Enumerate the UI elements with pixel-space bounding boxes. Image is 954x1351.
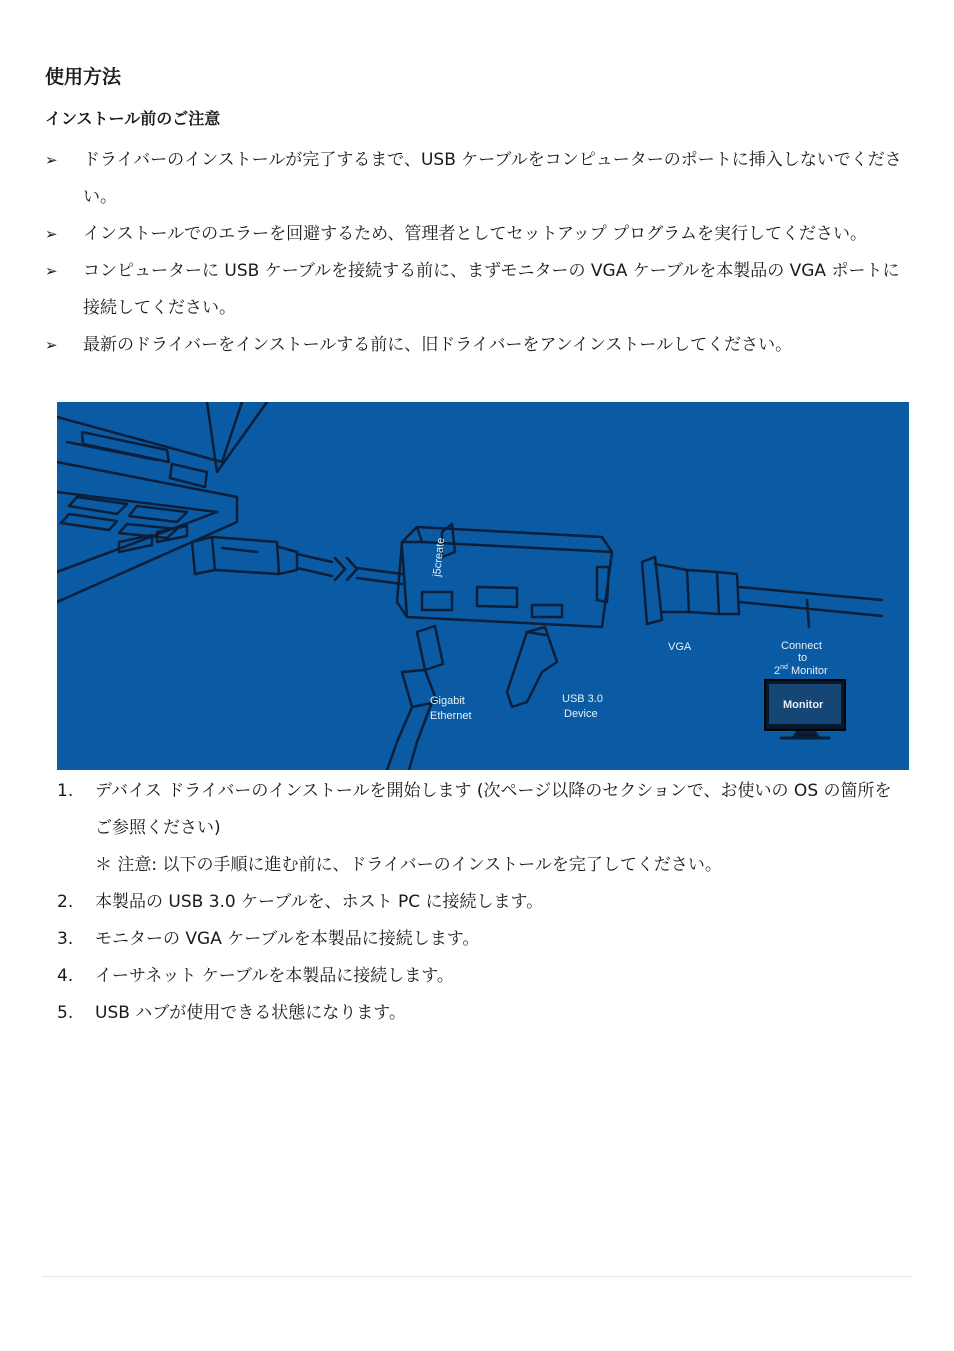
- arrow-bullet-icon: ➢: [45, 151, 58, 169]
- step-text: イーサネット ケーブルを本製品に接続します。: [95, 966, 454, 986]
- footer-divider: [42, 1276, 912, 1277]
- second-monitor-suffix: nd: [780, 664, 788, 671]
- installation-steps: [57, 773, 897, 1032]
- arrow-bullet-icon: ➢: [45, 262, 58, 280]
- vga-label: VGA: [668, 641, 692, 653]
- arrow-bullet-icon: ➢: [45, 225, 58, 243]
- device-label: Device: [564, 708, 598, 720]
- monitor-label: Monitor: [783, 699, 824, 711]
- list-item: [45, 327, 910, 364]
- precaution-list: [45, 142, 910, 364]
- step-text: USB ハブが使用できる状態になります。: [95, 1003, 406, 1023]
- vga-port-icon: [597, 567, 609, 602]
- step-number: 5.: [57, 1003, 74, 1023]
- usb-cable-icon: [297, 554, 332, 576]
- list-item: [57, 884, 897, 921]
- laptop-base-icon: [57, 462, 237, 602]
- to-label: to: [798, 652, 808, 664]
- connection-diagram-svg: [57, 402, 909, 770]
- list-item: [57, 958, 897, 995]
- page-title: 使用方法: [45, 66, 122, 88]
- step-text: モニターの VGA ケーブルを本製品に接続します。: [95, 929, 480, 949]
- second-monitor-text: Monitor: [787, 665, 828, 677]
- step-number: 4.: [57, 966, 74, 986]
- ethernet-port-icon: [422, 592, 452, 610]
- list-item-text: ドライバーのインストールが完了するまで、USB ケーブルをコンピューターのポートに挿入しないでください。: [83, 150, 902, 207]
- gigabit-label: Gigabit: [430, 695, 465, 707]
- list-item: [45, 253, 910, 327]
- vga-connector-icon: [642, 557, 662, 624]
- usb-device-icon: [507, 627, 557, 707]
- brand-logo: j5create: [431, 537, 448, 578]
- second-monitor-number: 2: [774, 665, 781, 677]
- step-number: 2.: [57, 892, 74, 912]
- list-item: [57, 773, 897, 847]
- step-note: ＊ 注意: 以下の手順に進む前に、ドライバーのインストールを完了してください。: [95, 855, 722, 875]
- usb30-label: USB 3.0: [562, 693, 603, 705]
- step-number: 3.: [57, 929, 74, 949]
- list-item: [57, 995, 897, 1032]
- vga-cable-icon: [739, 587, 882, 616]
- list-item: [45, 216, 910, 253]
- ethernet-label: Ethernet: [430, 710, 472, 722]
- second-monitor-label: [774, 664, 828, 677]
- usb-port-icon: [532, 605, 562, 617]
- list-item-text: 最新のドライバーをインストールする前に、旧ドライバーをアンインストールしてください。: [83, 335, 793, 355]
- step-number: 1.: [57, 781, 74, 801]
- list-item: [45, 142, 910, 216]
- arrow-bullet-icon: ➢: [45, 336, 58, 354]
- ethernet-plug-icon: [417, 626, 443, 670]
- list-item-text: インストールでのエラーを回避するため、管理者としてセットアップ プログラムを実行してください。: [83, 224, 868, 244]
- list-item-text: コンピューターに USB ケーブルを接続する前に、まずモニターの VGA ケーブルを本製品の VGA ポートに接続してください。: [83, 261, 900, 318]
- list-item: [57, 921, 897, 958]
- step-text: デバイス ドライバーのインストールを開始します (次ページ以降のセクションで、お使いの OS の箇所をご参照ください): [95, 781, 892, 838]
- section-heading: インストール前のご注意: [45, 109, 221, 128]
- usb-plug-icon: [192, 537, 215, 574]
- connect-label: Connect: [781, 640, 822, 652]
- connection-diagram: [57, 402, 909, 770]
- step-text: 本製品の USB 3.0 ケーブルを、ホスト PC に接続します。: [95, 892, 544, 912]
